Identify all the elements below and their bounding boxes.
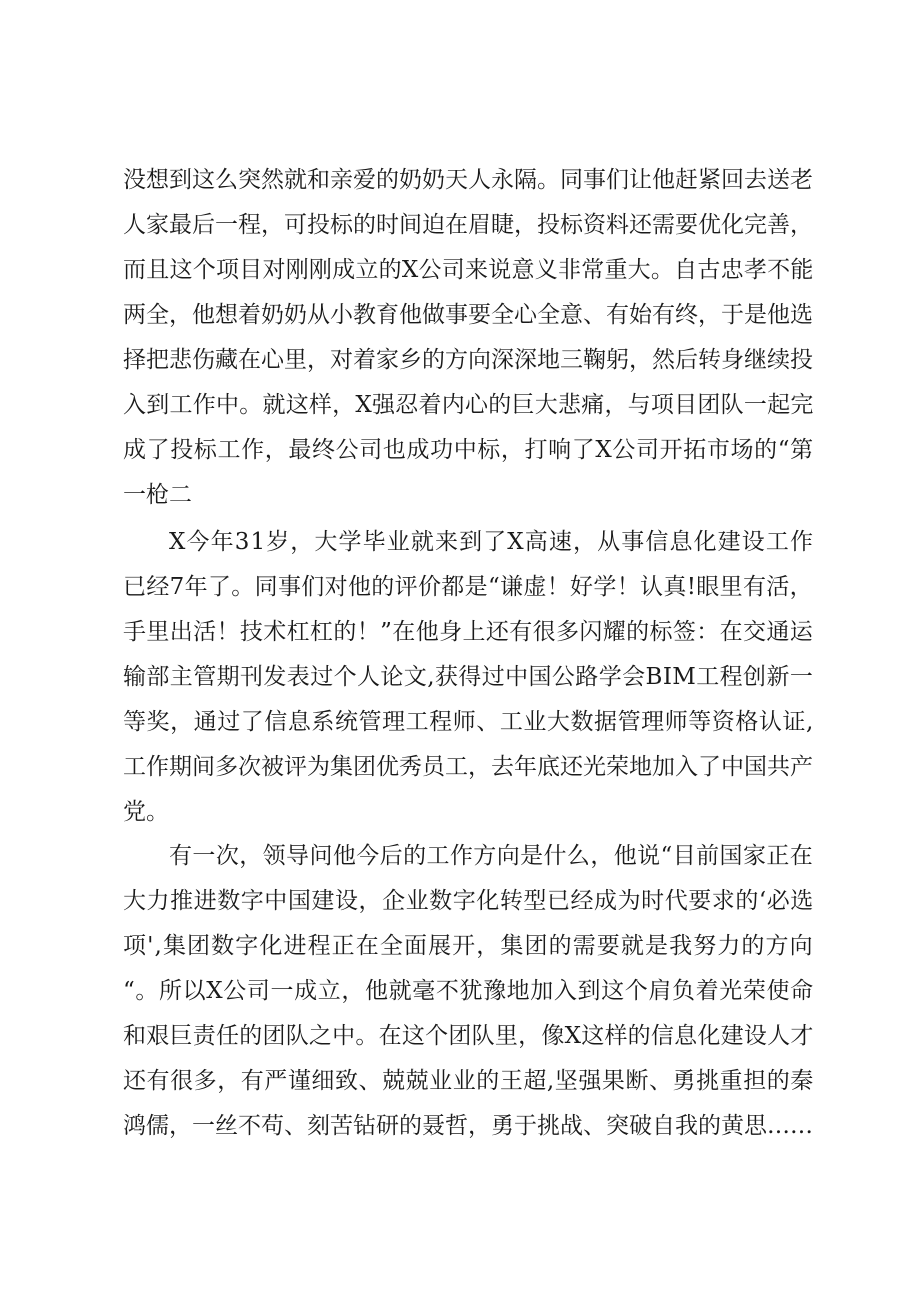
paragraph-2 [123, 520, 813, 835]
text-line: 而且这个项目对刚刚成立的X公司来说意义非常重大。自古忠孝不能 [123, 257, 814, 283]
text-line: 两全，他想着奶奶从小教育他做事要全心全意、有始有终，于是他选 [123, 302, 813, 328]
text-line: 已经7年了。同事们对他的评价都是“谦虚！好学！认真!眼里有活， [123, 574, 813, 600]
text-line: 还有很多，有严谨细致、兢兢业业的王超,坚强果断、勇挑重担的秦 [123, 1068, 814, 1094]
text-line: 等奖，通过了信息系统管理工程师、工业大数据管理师等资格认证, [123, 709, 814, 735]
text-line: 没想到这么突然就和亲爱的奶奶天人永隔。同事们让他赶紧回去送老 [123, 167, 813, 193]
text-line: 输部主管期刊发表过个人论文,获得过中国公路学会BIM工程创新一 [123, 664, 814, 690]
paragraph-1 [123, 158, 813, 518]
text-line: 有一次，领导问他今后的工作方向是什么，他说“目前国家正在 [169, 843, 814, 869]
text-line: “。所以X公司一成立，他就毫不犹豫地加入到这个肩负着光荣使命 [123, 978, 814, 1004]
text-line: 成了投标工作，最终公司也成功中标，打响了X公司开拓市场的“第 [123, 437, 814, 463]
text-line: 择把悲伤藏在心里，对着家乡的方向深深地三鞠躬，然后转身继续投 [123, 347, 813, 373]
text-line: 人家最后一程，可投标的时间迫在眉睫，投标资料还需要优化完善， [123, 212, 813, 238]
text-line: 入到工作中。就这样，X强忍着内心的巨大悲痛，与项目团队一起完 [123, 392, 814, 418]
text-line: 手里出活！技术杠杠的！”在他身上还有很多闪耀的标签：在交通运 [123, 619, 814, 645]
text-line: 鸿儒，一丝不苟、刻苦钻研的聂哲，勇于挑战、突破自我的黄思…… [123, 1113, 813, 1139]
text-line: 党。 [123, 799, 169, 825]
text-line: 大力推进数字中国建设，企业数字化转型已经成为时代要求的‘必选 [123, 888, 814, 914]
text-line: 和艰巨责任的团队之中。在这个团队里，像X这样的信息化建设人才 [123, 1023, 814, 1049]
text-line: 一枪二 [123, 482, 192, 508]
text-line: 工作期间多次被评为集团优秀员工，去年底还光荣地加入了中国共产 [123, 754, 813, 780]
paragraph-3 [123, 834, 813, 1149]
text-line: X今年31岁，大学毕业就来到了X高速，从事信息化建设工作 [169, 529, 815, 555]
text-line: 项',集团数字化进程正在全面展开，集团的需要就是我努力的方向 [123, 933, 814, 959]
